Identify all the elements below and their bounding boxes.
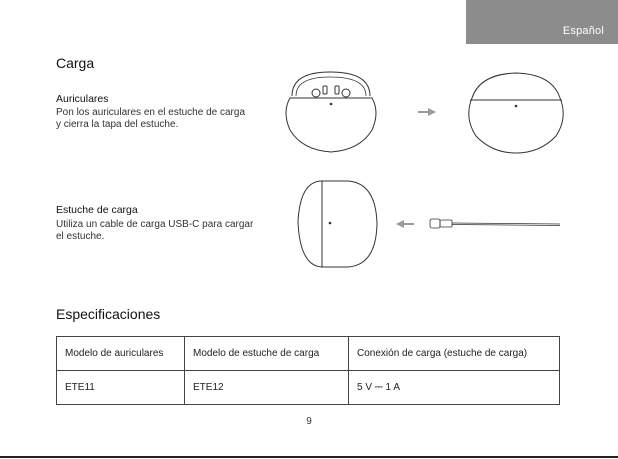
earbuds-subheading: Auriculares <box>56 93 109 105</box>
charging-heading: Carga <box>56 55 95 71</box>
value-charging-connection: 5 V ⎓ 1 A <box>349 371 560 405</box>
value-case-model: ETE12 <box>185 371 349 405</box>
case-instruction-line-2: el estuche. <box>56 231 105 242</box>
specs-table <box>56 336 560 405</box>
table-row <box>57 371 560 405</box>
closed-case-illustration <box>469 73 563 153</box>
table-header-row <box>57 337 560 371</box>
header-earbuds-model: Modelo de auriculares <box>57 337 185 371</box>
value-earbuds-model: ETE11 <box>57 371 185 405</box>
usb-c-cable-illustration <box>430 219 560 228</box>
open-case-with-earbuds-illustration <box>286 72 376 152</box>
case-side-view-illustration <box>298 181 377 267</box>
specs-heading: Especificaciones <box>56 306 161 322</box>
earbuds-instruction-line-2: y cierra la tapa del estuche. <box>56 119 179 130</box>
bottom-divider <box>0 456 618 458</box>
header-charging-connection: Conexión de carga (estuche de carga) <box>349 337 560 371</box>
earbuds-instruction-line-1: Pon los auriculares en el estuche de carga <box>56 107 246 118</box>
language-label: Español <box>562 25 604 37</box>
case-subheading: Estuche de carga <box>56 204 138 216</box>
header-case-model: Modelo de estuche de carga <box>185 337 349 371</box>
arrow-right-icon <box>418 108 436 116</box>
arrow-left-icon <box>396 220 414 228</box>
page-number: 9 <box>306 416 312 427</box>
case-instruction-line-1: Utiliza un cable de carga USB-C para cargar <box>56 219 254 230</box>
